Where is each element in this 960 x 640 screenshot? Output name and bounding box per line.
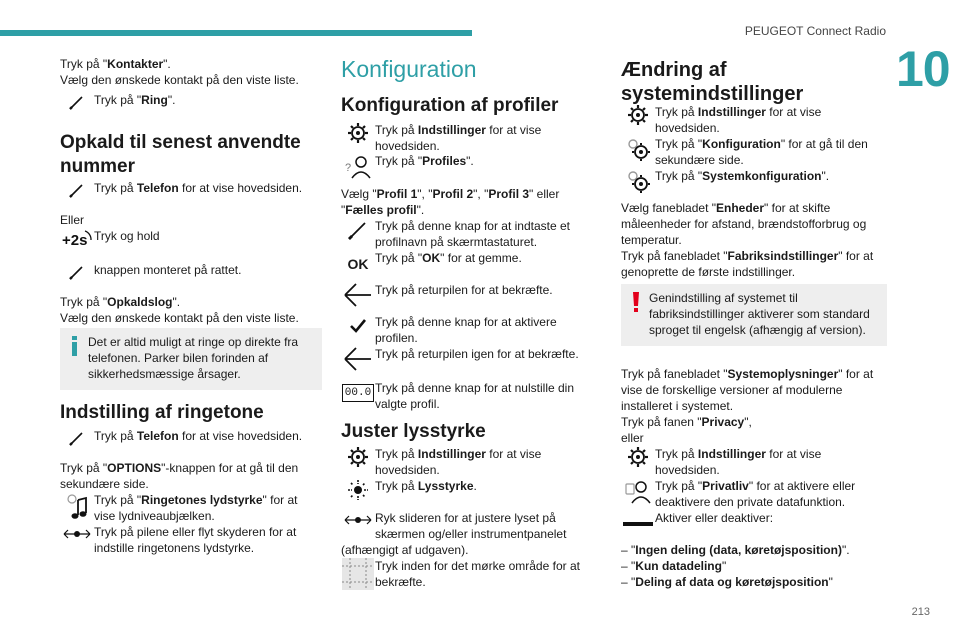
paragraph-call-log: Tryk på "Opkaldslog". Vælg den ønskede kontakt på den viste liste. [60, 295, 299, 325]
gear-icon [621, 446, 655, 478]
paragraph-options: Tryk på "OPTIONS"-knappen for at gå til den sekundære side. [60, 461, 299, 491]
step-profile-name: Tryk på denne knap for at indtaste et profilnavn på skærmtastaturet. [341, 218, 589, 250]
step-brightness: Tryk på Lysstyrke. [341, 478, 589, 510]
dual-gear-icon [621, 168, 655, 200]
list-item: – "Deling af data og køretøjsposition" [621, 575, 833, 589]
pencil-icon [60, 92, 94, 124]
heading-ringtone: Indstilling af ringetone [60, 402, 264, 423]
privacy-user-icon [621, 478, 655, 510]
column-2 [341, 0, 589, 640]
header-title: PEUGEOT Connect Radio [744, 24, 886, 38]
step-phone: Tryk på Telefon for at vise hovedsiden. [60, 180, 322, 212]
heading-brightness: Juster lysstyrke [341, 421, 486, 442]
ok-label: OK [347, 256, 369, 272]
step-slider-volume: Tryk på pilene eller flyt skyderen for at indstille ringetonens lydstyrke. [60, 524, 322, 556]
dual-gear-icon [621, 136, 655, 168]
pencil-icon [60, 262, 94, 294]
list-item: – "Kun datadeling" [621, 559, 727, 573]
brightness-icon [341, 478, 375, 510]
step-settings-3: Tryk på Indstillinger for at vise hovedsiden. [621, 104, 887, 136]
text-or: Eller [60, 213, 85, 227]
paragraph-factory: Tryk på fanebladet "Fabriksindstillinger" for at genoprette de første indstillinger. [621, 249, 874, 279]
step-privacy: Tryk på "Privatliv" for at aktivere eller deaktivere den private datafunktion. [621, 478, 887, 510]
music-note-settings-icon [60, 492, 94, 524]
checkmark-icon [341, 314, 375, 346]
step-activate-profile: Tryk på denne knap for at aktivere profilen. [341, 314, 589, 346]
column-1 [60, 0, 322, 640]
warning-note: Genindstilling af systemet til fabriksindstillinger aktiverer som standard sproget til engelsk (afhængig af version). [621, 284, 887, 346]
heading-recent-number: Opkald til senest anvendte nummer [60, 132, 301, 177]
step-phone-2: Tryk på Telefon for at vise hovedsiden. [60, 428, 322, 460]
step-settings: Tryk på Indstillinger for at vise hovedsiden. [341, 122, 589, 154]
back-arrow-icon [341, 346, 375, 378]
slider-icon [60, 524, 94, 556]
step-system-configuration: Tryk på "Systemkonfiguration". [621, 168, 887, 200]
toggle-bar-icon [621, 510, 655, 542]
paragraph-contacts: Tryk på "Kontakter". Vælg den ønskede kontakt på den viste liste. [60, 57, 299, 87]
svg-text:?: ? [345, 162, 352, 174]
gear-icon [621, 104, 655, 136]
list-item: – "Ingen deling (data, køretøjsposition)". [621, 543, 850, 557]
step-ringtone-volume: Tryk på "Ringetones lydstyrke" for at vise lydniveaubjælken. [60, 492, 322, 524]
slider-icon [341, 510, 375, 542]
gear-icon [341, 122, 375, 154]
paragraph-system-info: Tryk på fanebladet "Systemoplysninger" for at vise de forskellige versioner af modulerne installeret i systemet. [621, 367, 874, 413]
section-title-configuration: Konfiguration [341, 56, 477, 82]
paragraph-select-profile: Vælg "Profil 1", "Profil 2", "Profil 3" eller "Fælles profil". [341, 187, 560, 217]
reset-counter-icon [341, 380, 375, 412]
step-button-on-wheel: knappen monteret på rattet. [60, 262, 322, 294]
paragraph-units: Vælg fanebladet "Enheder" for at skifte måleenheder for afstand, brændstofforbrug og temperatur. [621, 201, 867, 247]
step-back-confirm: Tryk på returpilen for at bekræfte. [341, 282, 589, 314]
step-ring: Tryk på "Ring". [60, 92, 322, 124]
section-title-system-settings: Ændring af systemindstillinger [621, 59, 804, 105]
steering-wheel-button-2s-icon [60, 228, 94, 260]
dark-area-icon [341, 558, 375, 590]
step-ok: OK Tryk på "OK" for at gemme. [341, 250, 589, 282]
chapter-number: 10 [896, 41, 950, 97]
paragraph-privacy-tab: Tryk på fanen "Privacy", eller [621, 415, 752, 445]
svg-text:+2s: +2s [62, 232, 88, 249]
warning-icon [631, 292, 641, 318]
step-configuration: Tryk på "Konfiguration" for at gå til den sekundære side. [621, 136, 887, 168]
step-brightness-slider: Ryk slideren for at justere lyset på skærmen og/eller instrumentpanelet [341, 510, 589, 542]
column-3 [621, 0, 887, 640]
pencil-icon [60, 180, 94, 212]
info-note: Det er altid muligt at ringe op direkte fra telefonen. Parker bilen forinden af sikkerhedsmæssige årsager. [60, 328, 322, 390]
pencil-icon [60, 428, 94, 460]
heading-profiles: Konfiguration af profiler [341, 95, 559, 116]
info-icon [70, 336, 80, 360]
back-arrow-icon [341, 282, 375, 314]
pencil-icon [341, 218, 375, 250]
step-settings-2: Tryk på Indstillinger for at vise hovedsiden. [341, 446, 589, 478]
step-profiles: ? Tryk på "Profiles". [341, 153, 589, 185]
step-press-hold: +2s Tryk og hold [60, 228, 322, 260]
step-settings-4: Tryk på Indstillinger for at vise hovedsiden. [621, 446, 887, 478]
step-dark-area: Tryk inden for det mørke område for at bekræfte. [341, 558, 589, 590]
step-back-again: Tryk på returpilen igen for at bekræfte. [341, 346, 589, 378]
profile-user-icon [341, 153, 375, 185]
step-toggle: Aktiver eller deaktiver: [621, 510, 887, 542]
step-reset-profile: 00.0 Tryk på denne knap for at nulstille din valgte profil. [341, 380, 589, 412]
ok-label-icon [341, 250, 375, 282]
reset-label: 00.0 [342, 384, 374, 402]
text-depending-version: (afhængigt af udgaven). [341, 543, 469, 557]
page-number: 213 [911, 606, 930, 618]
gear-icon [341, 446, 375, 478]
